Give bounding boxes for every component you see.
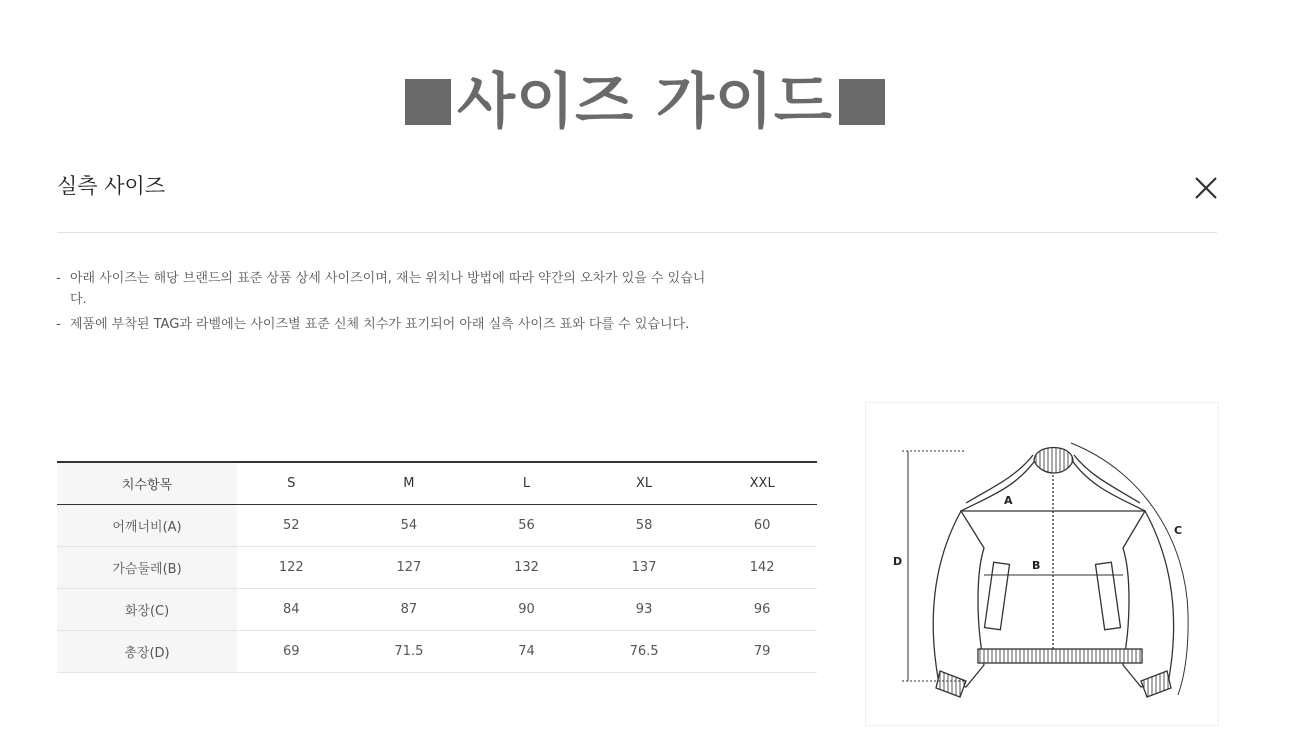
table-cell: 84 [283,602,300,617]
modal-title: 실측 사이즈 [57,174,166,198]
table-cell: 132 [514,560,539,575]
square-icon [405,79,451,125]
note-item [56,314,706,335]
table-cell: 90 [518,602,535,617]
size-table [57,461,817,673]
table-cell: 71.5 [394,644,424,659]
table-row [57,505,817,547]
table-cell: 58 [635,518,653,533]
square-icon [839,79,885,125]
table-cell: 74 [518,644,535,659]
row-label: 총장(D) [57,631,237,673]
size-guide-banner [0,62,1290,142]
note-text: 제품에 부착된 TAG과 라벨에는 사이즈별 표준 신체 치수가 표기되어 아래 실측 사이즈 표와 다를 수 있습니다. [70,317,690,332]
table-cell: 52 [283,518,300,533]
header-cell: M [403,476,415,491]
label-c: C [1174,524,1183,537]
jacket-illustration [866,403,1218,725]
table-cell: 56 [518,518,535,533]
table-row [57,589,817,631]
table-cell: 127 [396,560,422,575]
note-item [56,268,706,310]
label-b: B [1032,559,1041,572]
header-cell: XL [635,476,653,491]
table-cell: 137 [631,560,657,575]
header-cell: S [287,476,296,491]
table-row [57,547,817,589]
table-cell: 60 [753,518,771,533]
row-label: 화장(C) [57,589,237,631]
jacket-diagram [865,402,1219,726]
note-text: 아래 사이즈는 해당 브랜드의 표준 상품 상세 사이즈이며, 재는 위치나 방법에 따라 약간의 오차가 있을 수 있습니다. [70,271,706,307]
close-button[interactable] [1188,170,1224,206]
size-notes [56,268,706,339]
note-dash: - [56,317,61,332]
table-cell: 142 [749,560,775,575]
table-header-row [57,462,817,505]
row-label: 가슴둘레(B) [57,547,237,589]
table-cell: 79 [753,644,771,659]
table-cell: 54 [400,518,418,533]
table-cell: 96 [753,602,771,617]
header-cell: L [522,476,531,491]
header-divider [57,232,1217,233]
close-icon [1188,170,1224,206]
row-label: 어깨너비(A) [57,505,237,547]
header-cell: 치수항목 [57,462,237,505]
table-cell: 87 [400,602,418,617]
header-cell: XXL [749,476,775,491]
table-cell: 122 [278,560,304,575]
table-row [57,631,817,673]
label-d: D [893,555,903,568]
table-cell: 93 [635,602,653,617]
banner-title: 사이즈 가이드 [457,67,833,137]
label-a: A [1004,494,1013,507]
table-cell: 76.5 [629,644,659,659]
note-dash: - [56,271,61,286]
table-cell: 69 [283,644,300,659]
